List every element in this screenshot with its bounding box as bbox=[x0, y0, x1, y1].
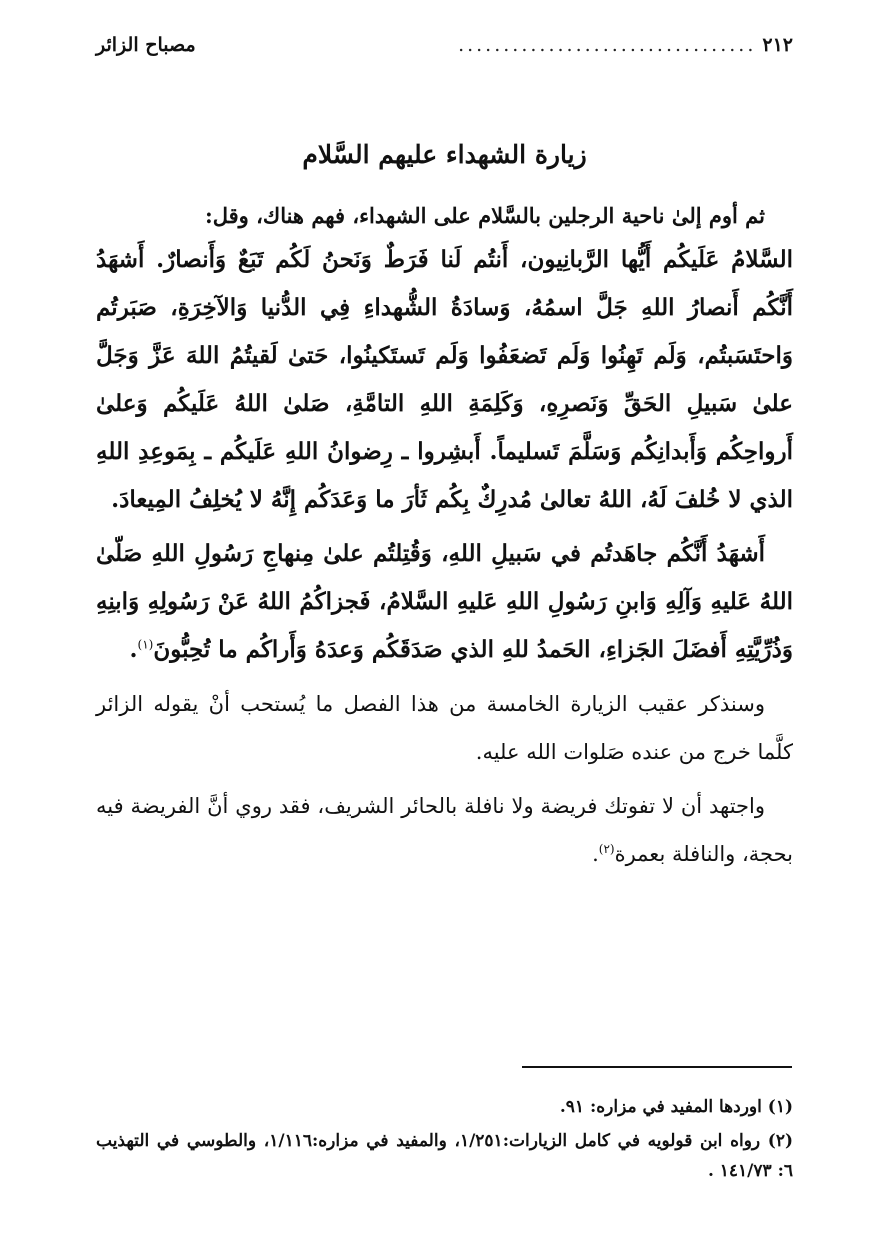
footnotes bbox=[96, 1092, 793, 1190]
footnote-1: (١) اوردها المفيد في مزاره: ٩١. bbox=[559, 1097, 793, 1117]
prayer-advice-paragraph bbox=[96, 782, 793, 878]
page-number: ٢١٢ bbox=[762, 34, 793, 56]
dot-leader: ................................. bbox=[458, 34, 757, 56]
prayer-advice-end-mark: . bbox=[592, 842, 599, 866]
testimony-text: أَشهَدُ أَنَّكُم جاهَدتُم في سَبيلِ اللهِ، وَقُتِلتُم علىٰ مِنهاجِ رَسُولِ اللهِ صَلّىٰ اللهُ عَليهِ وَآلِهِ وَابنِ رَسُولِ اللهِ عَليهِ السَّلامُ، فَجزاكُمُ اللهُ عَنْ رَسُولِهِ وَابنِهِ وَذُرِّيَّتِهِ أَفضَلَ الجَزاءِ، الحَمدُ للهِ الذي صَدَقَكُم وَعدَهُ وَأَراكُم ما تُحِبُّونَ bbox=[96, 540, 793, 663]
footnote-2: (٢) رواه ابن قولويه في كامل الزيارات:١/٢٥١، والمفيد في مزاره:١/١١٦، والطوسي في التهذيب ٦: ١٤١/٧٣ . bbox=[96, 1131, 794, 1181]
main-text bbox=[96, 196, 793, 878]
footnote-reference-1[interactable]: (١) bbox=[137, 637, 154, 652]
recitation-note-paragraph: وسنذكر عقيب الزيارة الخامسة من هذا الفصل ما يُستحب أنْ يقوله الزائر كلَّما خرج من عنده صَلوات الله عليه. bbox=[96, 692, 793, 764]
running-header bbox=[96, 34, 793, 64]
footnote-divider bbox=[522, 1066, 792, 1068]
intro-paragraph: ثم أوم إلىٰ ناحية الرجلين بالسَّلام على الشهداء، فهم هناك، وقل: bbox=[204, 203, 765, 228]
salutation-paragraph: السَّلامُ عَلَيكُم أَيُّها الرَّبانِيون، أَنتُم لَنا فَرَطٌ وَنَحنُ لَكُم تَبَعٌ وَأَنصارٌ. أَشهَدُ أَنَّكُم أَنصارُ اللهِ جَلَّ اسمُهُ، وَسادَةُ الشُّهداءِ فِي الدُّنيا وَالآخِرَةِ، صَبَرتُم وَاحتَسَبتُم، وَلَم تَهِنُوا وَلَم تَضعَفُوا وَلَم تَستَكينُوا، حَتىٰ لَقيتُمُ اللهَ عَزَّ وَجَلَّ علىٰ سَبيلِ الحَقِّ وَنَصرِهِ، وَكَلِمَةِ اللهِ التامَّةِ، صَلىٰ اللهُ عَلَيكُم وَعلىٰ أَرواحِكُم وَأَبدانِكُم وَسَلَّمَ تَسليماً. أَبشِروا ـ رِضوانُ اللهِ عَلَيكُم ـ بِمَوعِدِ اللهِ الذي لا خُلفَ لَهُ، اللهُ تعالىٰ مُدرِكٌ بِكُم ثَأرَ ما وَعَدَكُم إِنَّهُ لا يُخلِفُ المِيعادَ. bbox=[96, 246, 793, 513]
prayer-advice-text: واجتهد أن لا تفوتك فريضة ولا نافلة بالحائر الشريف، فقد روي أنَّ الفريضة فيه بحجة، والنافلة بعمرة bbox=[96, 794, 793, 866]
footnote-reference-2[interactable]: (٢) bbox=[598, 842, 615, 856]
book-title: مصباح الزائر bbox=[96, 34, 196, 56]
testimony-end-mark: . bbox=[129, 636, 138, 663]
testimony-paragraph bbox=[96, 530, 793, 674]
section-title: زيارة الشهداء عليهم السَّلام bbox=[302, 140, 587, 169]
